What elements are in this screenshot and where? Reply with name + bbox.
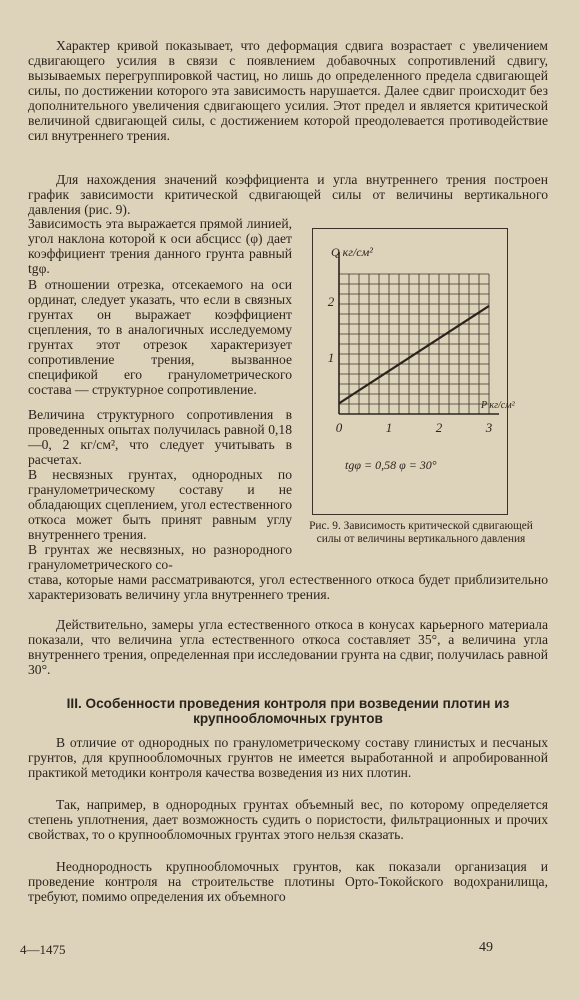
x-tick-label: 1 <box>385 420 393 435</box>
paragraph-5: Величина структурного сопротивления в проведенных опытах получилась равной 0,18—0, 2 кг/см², что следует учитывать в расчетах. <box>28 407 292 467</box>
chart-labels <box>328 245 516 435</box>
x-tick-label: 2 <box>435 420 443 435</box>
paragraph-8: Действительно, замеры угла естественного откоса в конусах карьерного материала показали, что величина угла естественного откоса составляет 35°, а величина угла внутреннего трения, определенная при исследовании грунта на сдвиг, получилась равной 30°. <box>28 617 548 677</box>
paragraph-9: В отличие от однородных по гранулометрическому составу глинистых и песчаных грунтов, для крупнообломочных грунтов не имеется выработанной и апробированной практикой методики контроля качества возведения из них плотин. <box>28 735 548 780</box>
signature-mark: 4—1475 <box>20 942 66 957</box>
y-tick-label: 1 <box>327 350 335 365</box>
y-tick-label: 2 <box>327 294 335 309</box>
paragraph-6: В несвязных грунтах, однородных по гранулометрическому составу и не обладающих сцеплением, угол естественного откоса может быть принят равным углу внутреннего трения. <box>28 467 292 542</box>
chart-grid <box>339 274 489 414</box>
figure-9 <box>312 228 515 515</box>
chart-series <box>339 306 489 403</box>
shear-chart <box>313 229 515 514</box>
paragraph-4: В отношении отрезка, отсекаемого на оси ординат, следует указать, что если в связных грунтах он выражает коэффициент сцепления, то в аналогичных исследуемому грунтах этот отрезок характеризует сопротивление трения, вызванное спецификой его гранулометрического состава — структурное сопротивление. <box>28 277 292 397</box>
page-number: 49 <box>479 940 493 955</box>
paragraph-7-end: става, которые нами рассматриваются, угол естественного откоса будет приблизительно характеризовать величину угла внутреннего трения. <box>28 572 548 602</box>
paragraph-7-start: В грунтах же несвязных, но разнородного гранулометрического со- <box>28 542 292 572</box>
formula-text: tgφ = 0,58 φ = 30° <box>345 458 437 472</box>
paragraph-3: Зависимость эта выражается прямой линией, угол наклона которой к оси абсцисс (φ) дает коэффициент трения данного грунта равный tgφ. <box>28 216 292 276</box>
x-tick-label: 3 <box>485 420 493 435</box>
section-heading: III. Особенности проведения контроля при возведении плотин из крупнообломочных грунтов <box>66 696 510 726</box>
paragraph-1: Характер кривой показывает, что деформация сдвига возрастает с увеличением сдвигающего усилия в связи с появлением добавочных сопротивлений сдвигу, вызываемых перегруппировкой частиц, но лишь до определенного предела сдвигающей силы, по достижении которого эта зависимость нарушается. Далее сдвиг происходит без дополнительного увеличения сдвигающего усилия. Этот предел и является критической величиной сдвигающей силы, с достижением которой преодолевается противодействие сил внутреннего трения. <box>28 38 548 143</box>
x-axis-label: P кг/см² <box>481 400 515 411</box>
paragraph-11: Неоднородность крупнообломочных грунтов, как показали организация и проведение контроля на строительстве плотины Орто-Токойского водохранилища, требуют, помимо определения их объемного <box>28 859 548 904</box>
series-line <box>339 306 489 403</box>
figure-caption: Рис. 9. Зависимость критической сдвигающей силы от величины вертикального давления <box>309 520 533 545</box>
paragraph-2: Для нахождения значений коэффициента и угла внутреннего трения построен график зависимости критической сдвигающей силы от величины вертикального давления (рис. 9). <box>28 172 548 217</box>
x-tick-label: 0 <box>335 420 343 435</box>
y-axis-label: Q кг/см² <box>331 245 373 259</box>
paragraph-10: Так, например, в однородных грунтах объемный вес, по которому определяется степень уплотнения, дает возможность судить о пористости, фильтрационных и прочих свойствах, то о крупнообломочных грунтах этого нельзя сказать. <box>28 797 548 842</box>
